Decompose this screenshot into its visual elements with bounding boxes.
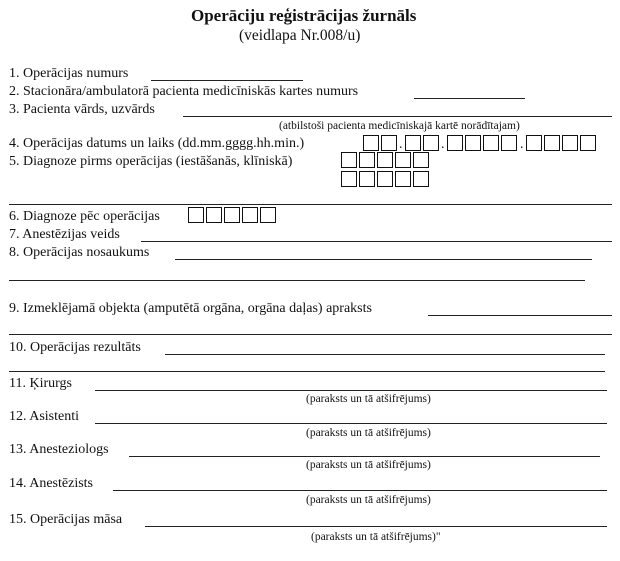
code-box[interactable] [341,152,357,168]
code-box[interactable] [413,152,429,168]
field-patient-name-note: (atbilstoši pacienta medicīniskajā kartē norādītajam) [279,120,520,132]
field-diagnosis-before-label: 5. Diagnoze pirms operācijas (iestāšanās, klīniskā) [9,154,293,169]
field-nurse-label: 15. Operācijas māsa [9,512,123,527]
field-object-description-input[interactable] [428,315,612,316]
field-patient-name-label: 3. Pacienta vārds, uzvārds [9,102,155,117]
field-diagnosis-before-line[interactable] [9,204,612,205]
signature-note: (paraksts un tā atšifrējums) [306,393,431,405]
time-boxes[interactable] [526,135,598,151]
signature-note: (paraksts un tā atšifrējums) [306,459,431,471]
date-box[interactable] [423,135,439,151]
field-anesthetist-label: 14. Anestēzists [9,476,93,491]
date-box[interactable] [405,135,421,151]
code-box[interactable] [359,152,375,168]
date-day-boxes[interactable] [363,135,399,151]
field-nurse-input[interactable] [145,526,607,527]
field-operation-name-label: 8. Operācijas nosaukums [9,245,150,260]
field-surgeon-input[interactable] [95,390,607,391]
date-box[interactable] [465,135,481,151]
signature-note: (paraksts un tā atšifrējums) [306,494,431,506]
field-operation-result-line2[interactable] [9,371,605,372]
field-operation-name-line2[interactable] [9,280,585,281]
diagnosis-after-boxes[interactable] [188,207,278,223]
field-operation-result-label: 10. Operācijas rezultāts [9,340,141,355]
field-date-time-label: 4. Operācijas datums un laiks (dd.mm.gggg.hh.min.) [9,136,305,151]
code-box[interactable] [341,171,357,187]
code-box[interactable] [188,207,204,223]
date-box[interactable] [483,135,499,151]
code-box[interactable] [395,171,411,187]
code-box[interactable] [224,207,240,223]
form-title: Operāciju reģistrācijas žurnāls [191,6,417,25]
date-box[interactable] [562,135,578,151]
code-box[interactable] [242,207,258,223]
date-box[interactable] [447,135,463,151]
code-box[interactable] [395,152,411,168]
field-operation-number-label: 1. Operācijas numurs [9,66,129,81]
field-operation-number-input[interactable] [151,80,303,81]
field-assistants-input[interactable] [95,423,607,424]
date-separator: . [441,137,445,152]
code-box[interactable] [377,171,393,187]
date-box[interactable] [363,135,379,151]
date-month-boxes[interactable] [405,135,441,151]
code-box[interactable] [260,207,276,223]
field-patient-name-input[interactable] [183,116,612,117]
signature-note-final: (paraksts un tā atšifrējums)" [311,531,441,543]
date-box[interactable] [580,135,596,151]
date-separator: . [399,137,403,152]
form-subtitle: (veidlapa Nr.008/u) [239,27,361,44]
field-surgeon-label: 11. Ķirurgs [9,376,72,391]
date-box[interactable] [526,135,542,151]
field-assistants-label: 12. Asistenti [9,409,80,424]
code-box[interactable] [377,152,393,168]
field-card-number-label: 2. Stacionāra/ambulatorā pacienta medicīniskās kartes numurs [9,84,359,99]
code-box[interactable] [206,207,222,223]
field-operation-name-input[interactable] [175,259,592,260]
diagnosis-before-boxes-row1[interactable] [341,152,431,168]
date-separator: . [520,137,524,152]
date-box[interactable] [381,135,397,151]
field-object-description-line2[interactable] [9,334,612,335]
field-anesthesia-type-input[interactable] [141,241,612,242]
diagnosis-before-boxes-row2[interactable] [341,171,431,187]
field-object-description-label: 9. Izmeklējamā objekta (amputētā orgāna, orgāna daļas) apraksts [9,301,372,316]
field-operation-result-input[interactable] [165,354,605,355]
signature-note: (paraksts un tā atšifrējums) [306,427,431,439]
field-anesthesiologist-input[interactable] [129,456,600,457]
date-box[interactable] [501,135,517,151]
field-card-number-input[interactable] [414,98,525,99]
field-anesthesia-type-label: 7. Anestēzijas veids [9,227,120,242]
code-box[interactable] [413,171,429,187]
field-anesthesiologist-label: 13. Anesteziologs [9,442,109,457]
field-anesthetist-input[interactable] [113,490,607,491]
code-box[interactable] [359,171,375,187]
field-diagnosis-after-label: 6. Diagnoze pēc operācijas [9,209,160,224]
date-box[interactable] [544,135,560,151]
date-year-boxes[interactable] [447,135,519,151]
